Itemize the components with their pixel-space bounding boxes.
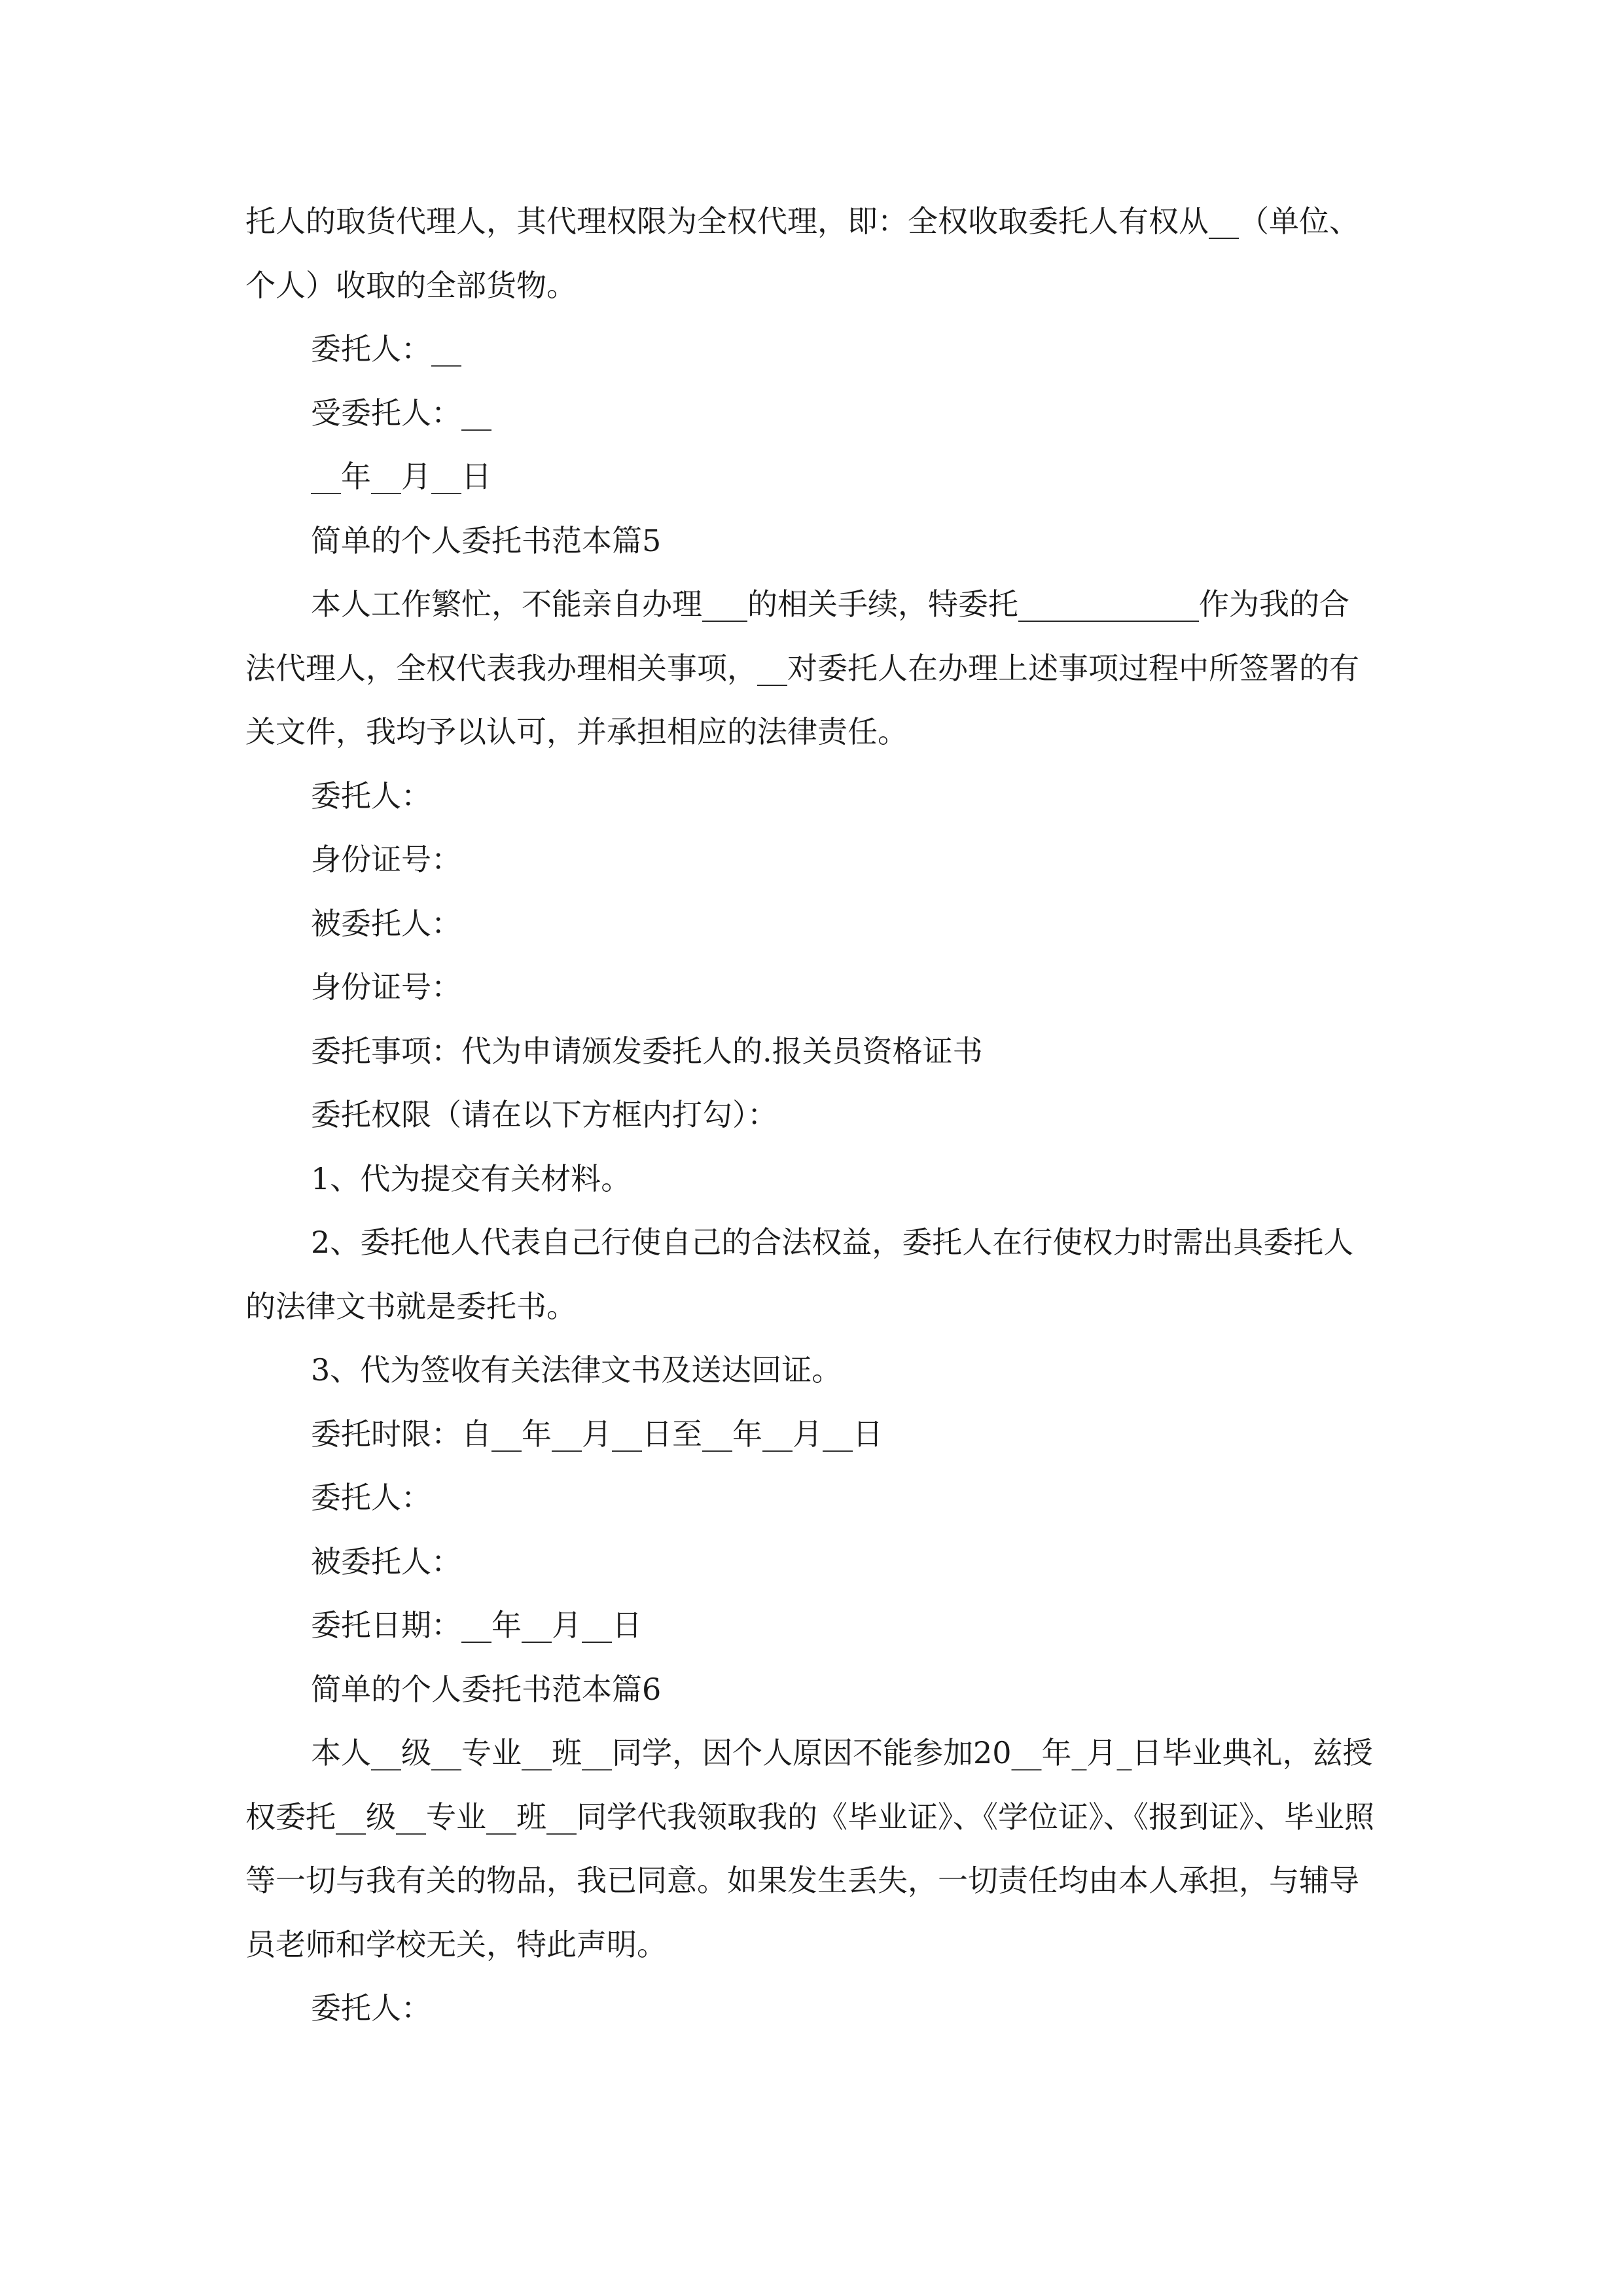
section-heading-5: 简单的个人委托书范本篇5 — [311, 522, 662, 558]
authority-heading: 委托权限（请在以下方框内打勾）： — [311, 1097, 777, 1132]
agent-line: 受委托人：__ — [311, 395, 491, 431]
date-line: __年__月__日 — [311, 459, 491, 494]
authority-item-1: 1、代为提交有关材料。 — [311, 1160, 632, 1196]
final-principal-field: 委托人： — [311, 1990, 431, 2026]
authority-item-2: 2、委托他人代表自己行使自己的合法权益，委托人在行使权力时需出具委托人的法律文书就是委托书。 — [245, 1225, 1354, 1324]
principal-line: 委托人：__ — [311, 331, 461, 367]
authority-item-3: 3、代为签收有关法律文书及送达回证。 — [311, 1352, 842, 1388]
principal-field: 委托人： — [311, 778, 431, 814]
document-page — [245, 190, 1378, 2041]
principal-sign-field: 委托人： — [311, 1480, 431, 1515]
section-5-body: 本人工作繁忙，不能亲自办理___的相关手续，特委托____________作为我的合法代理人，全权代表我办理相关事项，__对委托人在办理上述事项过程中所签署的有关文件，我均予以认可，并承担相应的法律责任。 — [245, 586, 1359, 749]
matter-field: 委托事项：代为申请颁发委托人的.报关员资格证书 — [311, 1033, 983, 1069]
principal-id-field: 身份证号： — [311, 842, 461, 877]
term-field: 委托时限：自__年__月__日至__年__月__日 — [311, 1416, 883, 1452]
commission-date-field: 委托日期：__年__月__日 — [311, 1607, 642, 1643]
agent-field: 被委托人： — [311, 905, 461, 941]
section-heading-6: 简单的个人委托书范本篇6 — [311, 1671, 662, 1707]
agent-id-field: 身份证号： — [311, 969, 461, 1005]
section-6-body: 本人__级__专业__班__同学，因个人原因不能参加20__年_月_日毕业典礼，兹授权委托__级__专业__班__同学代我领取我的《毕业证》、《学位证》、《报到证》、毕业照等一切与我有关的物品，我已同意。如果发生丢失，一切责任均由本人承担，与辅导员老师和学校无关，特此声明。 — [245, 1735, 1374, 1962]
agent-sign-field: 被委托人： — [311, 1543, 461, 1579]
paragraph-continuation: 托人的取货代理人，其代理权限为全权代理，即：全权收取委托人有权从__（单位、个人）收取的全部货物。 — [245, 204, 1359, 303]
